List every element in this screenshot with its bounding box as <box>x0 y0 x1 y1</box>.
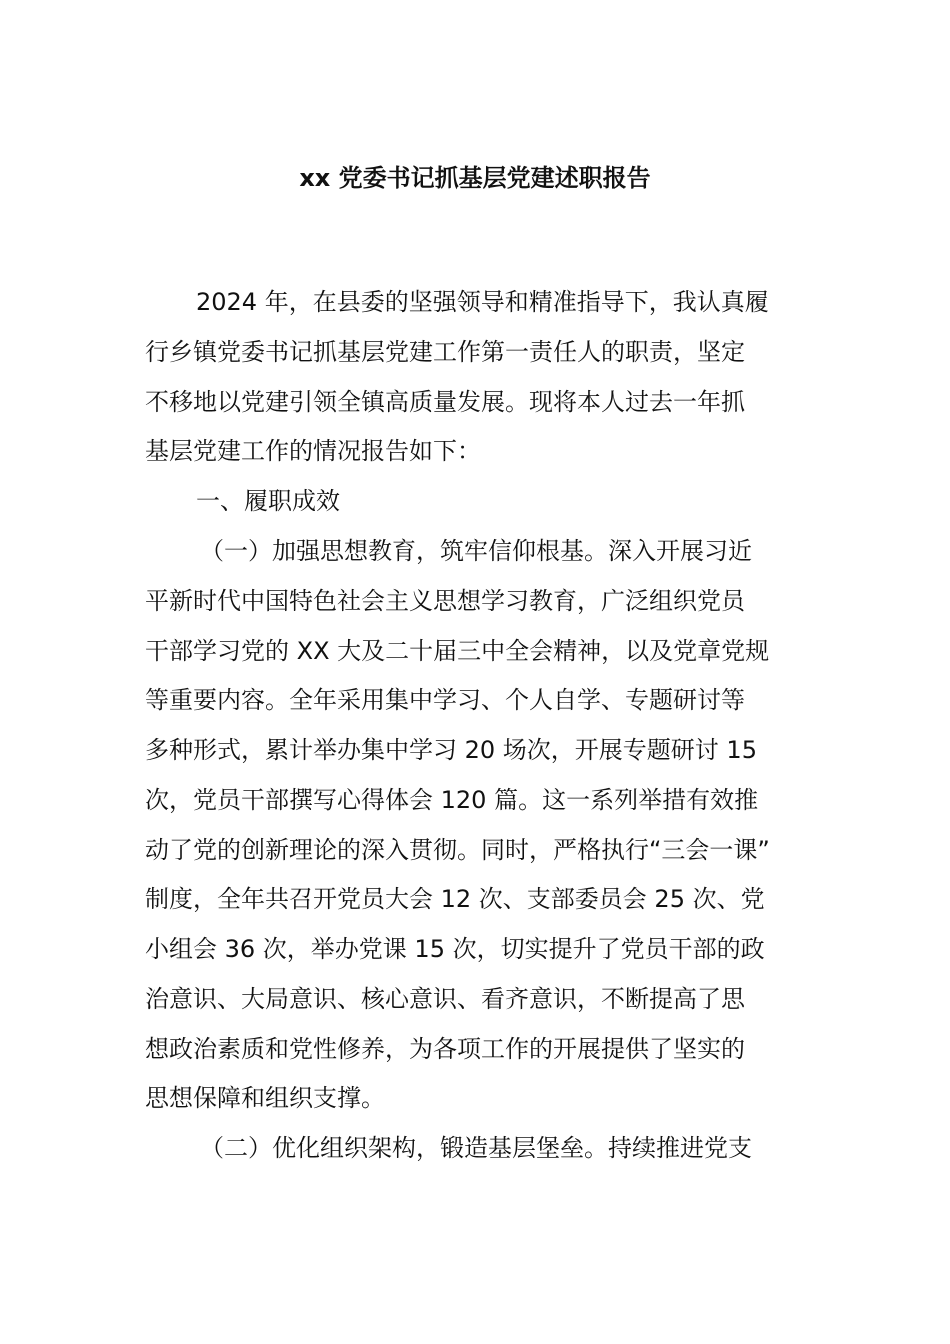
paragraph-line: 行乡镇党委书记抓基层党建工作第一责任人的职责，坚定 <box>145 338 745 366</box>
paragraph-line: （二）优化组织架构，锻造基层堡垒。持续推进党支 <box>200 1134 752 1162</box>
paragraph-line: 干部学习党的 XX 大及二十届三中全会精神，以及党章党规 <box>145 637 770 665</box>
section-heading: 一、履职成效 <box>196 487 340 515</box>
paragraph-line: 基层党建工作的情况报告如下： <box>145 437 481 465</box>
paragraph-line: 多种形式，累计举办集中学习 20 场次，开展专题研讨 15 <box>145 736 757 764</box>
document-title: xx 党委书记抓基层党建述职报告 <box>299 164 651 192</box>
paragraph-line: （一）加强思想教育，筑牢信仰根基。深入开展习近 <box>200 537 752 565</box>
paragraph-line: 次，党员干部撰写心得体会 120 篇。这一系列举措有效推 <box>145 786 759 814</box>
paragraph-line: 思想保障和组织支撑。 <box>145 1084 385 1112</box>
paragraph-line: 平新时代中国特色社会主义思想学习教育，广泛组织党员 <box>145 587 745 615</box>
paragraph-line: 不移地以党建引领全镇高质量发展。现将本人过去一年抓 <box>145 388 745 416</box>
paragraph-line: 制度，全年共召开党员大会 12 次、支部委员会 25 次、党 <box>145 885 765 913</box>
paragraph-line: 等重要内容。全年采用集中学习、个人自学、专题研讨等 <box>145 686 745 714</box>
paragraph-line: 治意识、大局意识、核心意识、看齐意识，不断提高了思 <box>145 985 745 1013</box>
paragraph-line: 2024 年，在县委的坚强领导和精准指导下，我认真履 <box>196 288 769 316</box>
paragraph-line: 动了党的创新理论的深入贯彻。同时，严格执行“三会一课” <box>145 836 770 864</box>
paragraph-line: 想政治素质和党性修养，为各项工作的开展提供了坚实的 <box>145 1035 745 1063</box>
paragraph-line: 小组会 36 次，举办党课 15 次，切实提升了党员干部的政 <box>145 935 765 963</box>
